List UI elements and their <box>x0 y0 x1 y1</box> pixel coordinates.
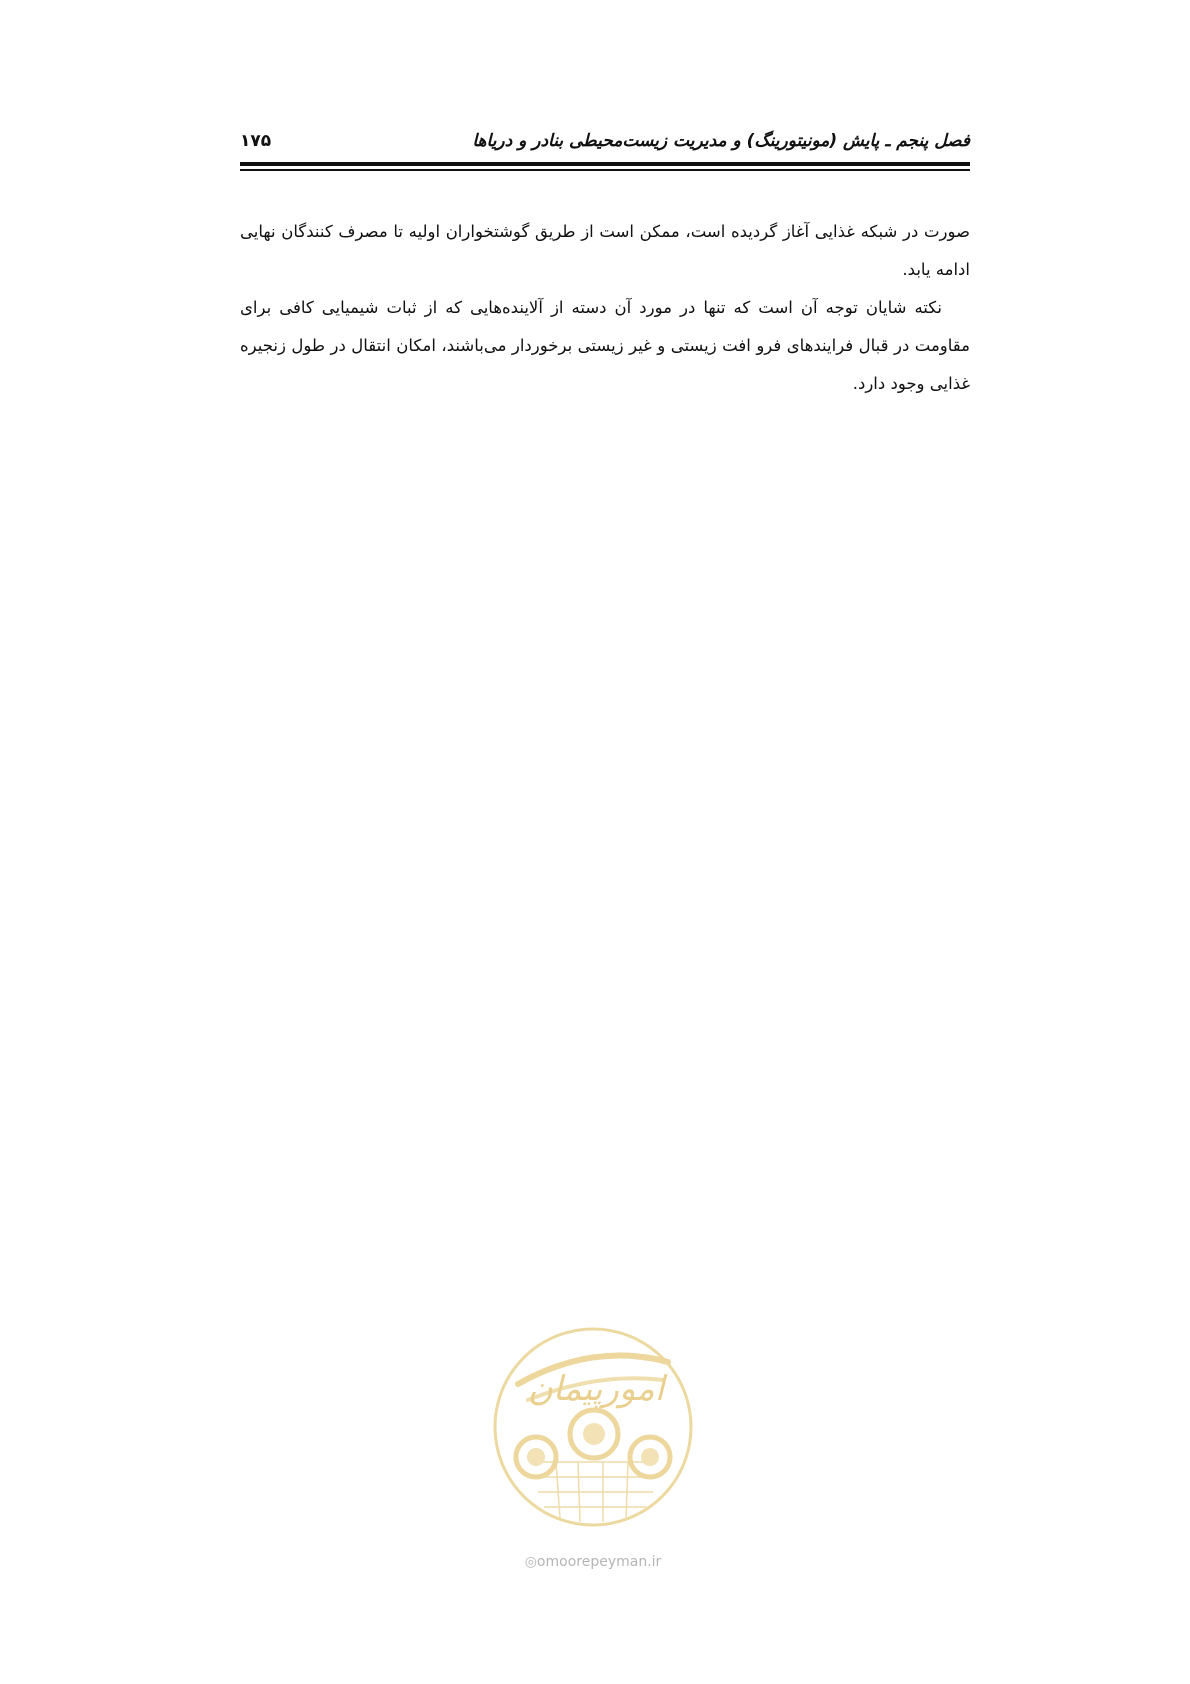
globe-icon: ◎ <box>524 1554 537 1570</box>
header-rule-thin <box>240 169 970 171</box>
watermark-website <box>488 1554 698 1570</box>
watermark-logo-lettering: امورپیمان <box>527 1369 665 1409</box>
paragraph: نکته شایان توجه آن است که تنها در مورد آن دسته از آلاینده‌هایی که از ثبات شیمیایی کافی برای مقاومت در قبال فرایندهای فرو افت زیستی و غیر زیستی برخوردار می‌باشند، امکان انتقال در طول زنجیره غذایی وجود دارد. <box>240 298 970 393</box>
page-number: ۱۷۵ <box>240 131 272 151</box>
page-header <box>240 128 970 158</box>
watermark <box>488 1322 698 1582</box>
paragraph: صورت در شبکه غذایی آغاز گردیده است، ممکن است از طریق گوشتخواران اولیه تا مصرف کنندگان نهایی ادامه یابد. <box>240 222 970 279</box>
watermark-website-text: omoorepeyman.ir <box>536 1554 662 1570</box>
watermark-logo <box>488 1322 698 1552</box>
header-rule-thick <box>240 162 970 166</box>
body-text <box>240 213 970 403</box>
running-title: فصل پنجم ـ پایش (مونیتورینگ) و مدیریت زیست‌محیطی بنادر و دریاها <box>472 131 970 151</box>
